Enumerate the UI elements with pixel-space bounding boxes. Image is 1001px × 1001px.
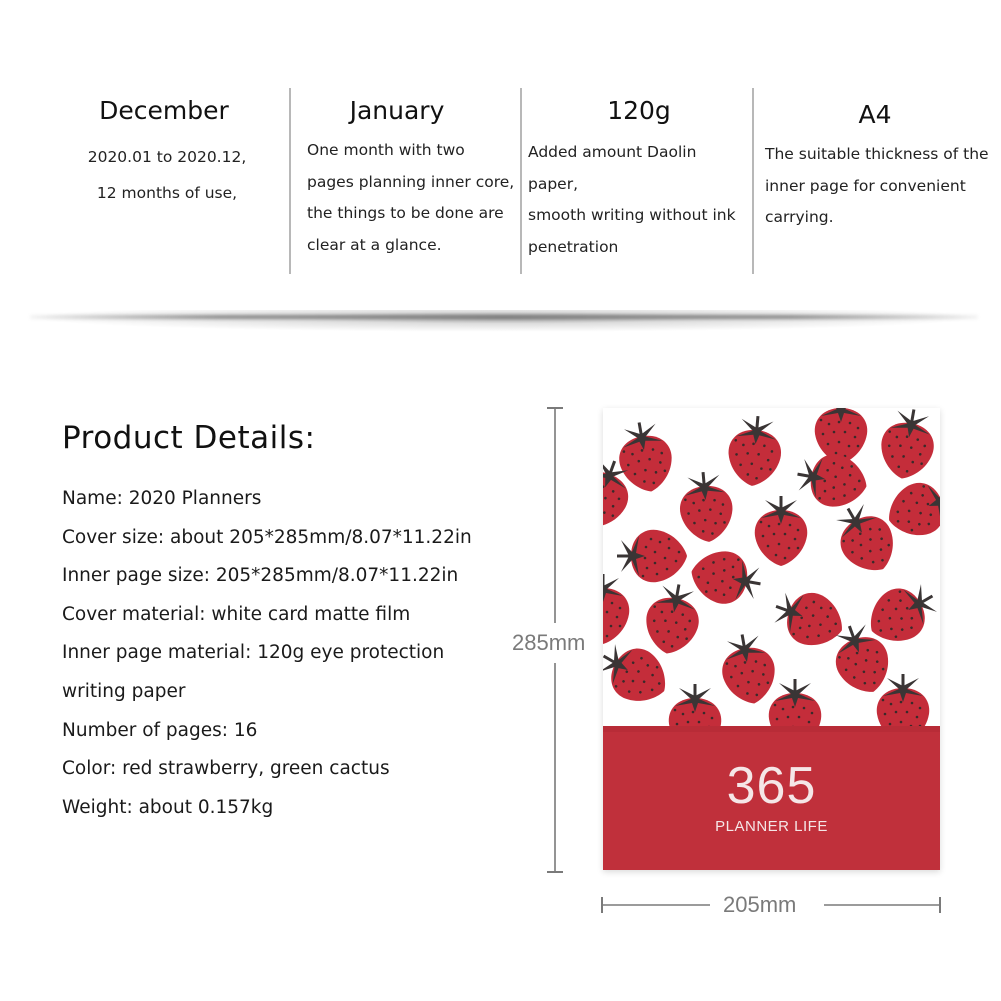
detail-item: Cover size: about 205*285mm/8.07*11.22in <box>62 526 472 548</box>
divider <box>289 88 291 274</box>
feature-text: The suitable thickness of the inner page for convenient carrying. <box>765 145 989 226</box>
feature-title: 120g <box>607 96 671 125</box>
feature-title: A4 <box>858 100 892 129</box>
feature-text: 2020.01 to 2020.12, 12 months of use, <box>87 148 247 202</box>
divider <box>520 88 522 274</box>
feature-title: January <box>349 96 445 125</box>
detail-item: Color: red strawberry, green cactus <box>62 758 390 780</box>
section-shadow <box>28 310 980 332</box>
detail-item: writing paper <box>62 680 186 702</box>
detail-item: Inner page material: 120g eye protection <box>62 642 445 664</box>
feature-text: Added amount Daolin paper, smooth writing without ink penetration <box>528 143 736 256</box>
detail-item: Cover material: white card matte film <box>62 603 411 625</box>
divider <box>752 88 754 274</box>
feature-strip <box>0 0 1001 300</box>
details-title: Product Details: <box>62 420 316 456</box>
feature-120g <box>528 96 750 263</box>
width-label: 205mm <box>723 892 797 917</box>
feature-title: December <box>99 96 229 125</box>
detail-item: Inner page size: 205*285mm/8.07*11.22in <box>62 565 459 587</box>
planner-cover <box>603 408 940 870</box>
detail-item: Number of pages: 16 <box>62 719 258 741</box>
feature-january <box>307 96 517 261</box>
detail-item: Weight: about 0.157kg <box>62 796 274 818</box>
feature-text: One month with two pages planning inner core, the things to be done are clear at a glance. <box>307 141 515 254</box>
feature-december <box>72 96 262 211</box>
cover-subtitle: PLANNER LIFE <box>715 818 828 835</box>
section-separator <box>30 315 978 319</box>
details-list <box>62 480 472 827</box>
feature-a4 <box>765 100 995 234</box>
detail-item: Name: 2020 Planners <box>62 488 262 509</box>
cover-number: 365 <box>726 757 817 815</box>
height-label: 285mm <box>512 630 586 655</box>
